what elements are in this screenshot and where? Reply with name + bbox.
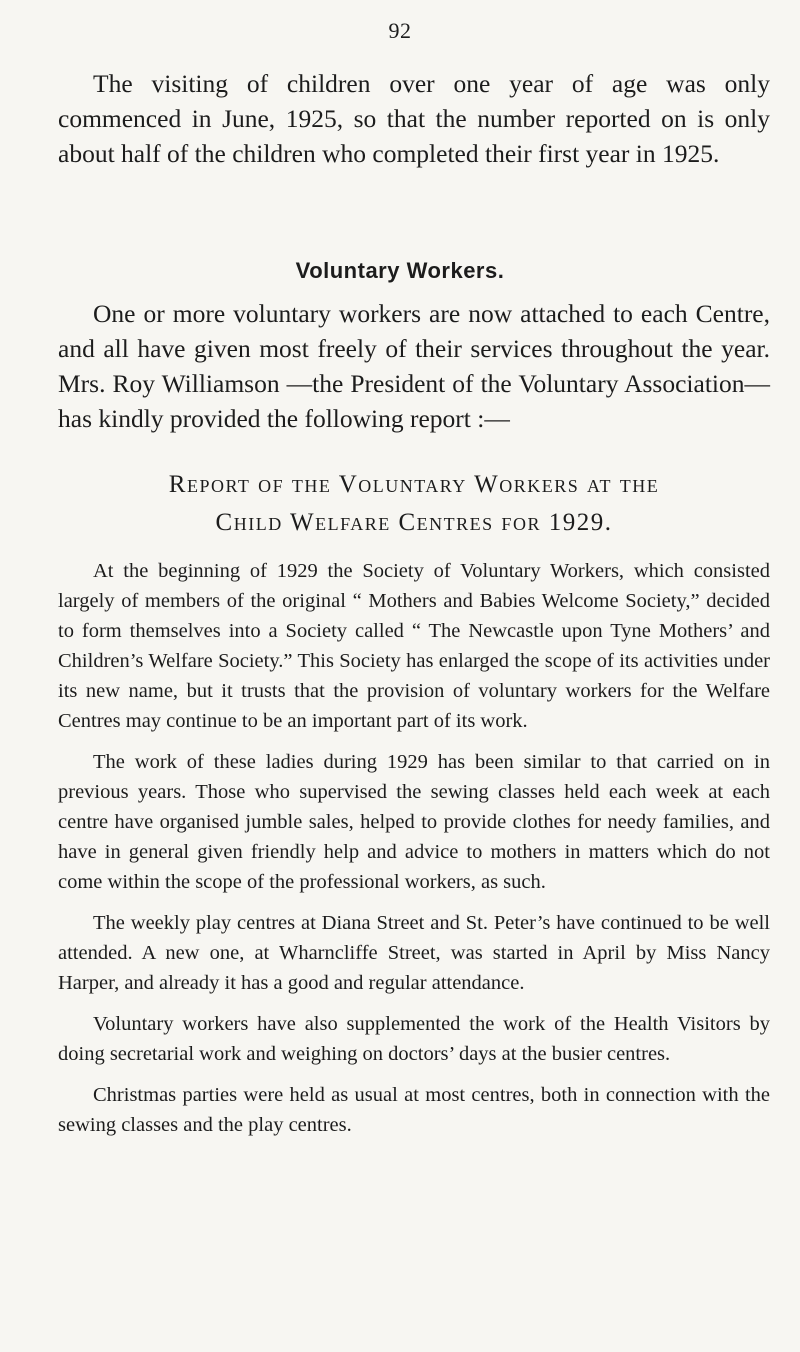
report-body: [58, 556, 770, 1151]
report-title-line-1: Report of the Voluntary Workers at the: [168, 471, 660, 498]
voluntary-workers-paragraph: One or more voluntary workers are now attached to each Centre, and all have given most freely of their services throughout the year. Mrs. Roy Williamson —the President of the Voluntary Association—has kindly provided the following report :—: [58, 299, 770, 433]
report-paragraph: At the beginning of 1929 the Society of Voluntary Workers, which consisted largely of members of the original “ Mothers and Babies Welcome Society,” decided to form themselves into a Society called “ The Newcastle upon Tyne Mothers’ and Children’s Welfare Society.” This Society has enlarged the scope of its activities under its new name, but it trusts that the provision of voluntary workers for the Welfare Centres may continue to be an important part of its work.: [58, 560, 770, 732]
report-title: [58, 466, 770, 542]
section-heading-voluntary-workers: Voluntary Workers.: [295, 258, 505, 283]
report-paragraph: Christmas parties were held as usual at most centres, both in connection with the sewing classes and the play centres.: [58, 1084, 770, 1136]
page-number: 92: [388, 18, 412, 43]
report-paragraph: The work of these ladies during 1929 has been similar to that carried on in previous years. Those who supervised the sewing classes held each week at each centre have organised jumble sales, helped to provide clothes for needy families, and have in general given friendly help and advice to mothers in matters which do not come within the scope of the professional workers, as such.: [58, 751, 770, 893]
intro-paragraph: The visiting of children over one year of age was only commenced in June, 1925, so that the number reported on is only about half of the children who completed their first year in 1925.: [58, 69, 770, 168]
report-paragraph: The weekly play centres at Diana Street and St. Peter’s have continued to be well attended. A new one, at Wharncliffe Street, was started in April by Miss Nancy Harper, and already it has a good and regular attendance.: [58, 912, 770, 994]
report-title-line-2: Child Welfare Centres for 1929.: [215, 509, 613, 536]
report-paragraph: Voluntary workers have also supplemented the work of the Health Visitors by doing secretarial work and weighing on doctors’ days at the busier centres.: [58, 1013, 770, 1065]
